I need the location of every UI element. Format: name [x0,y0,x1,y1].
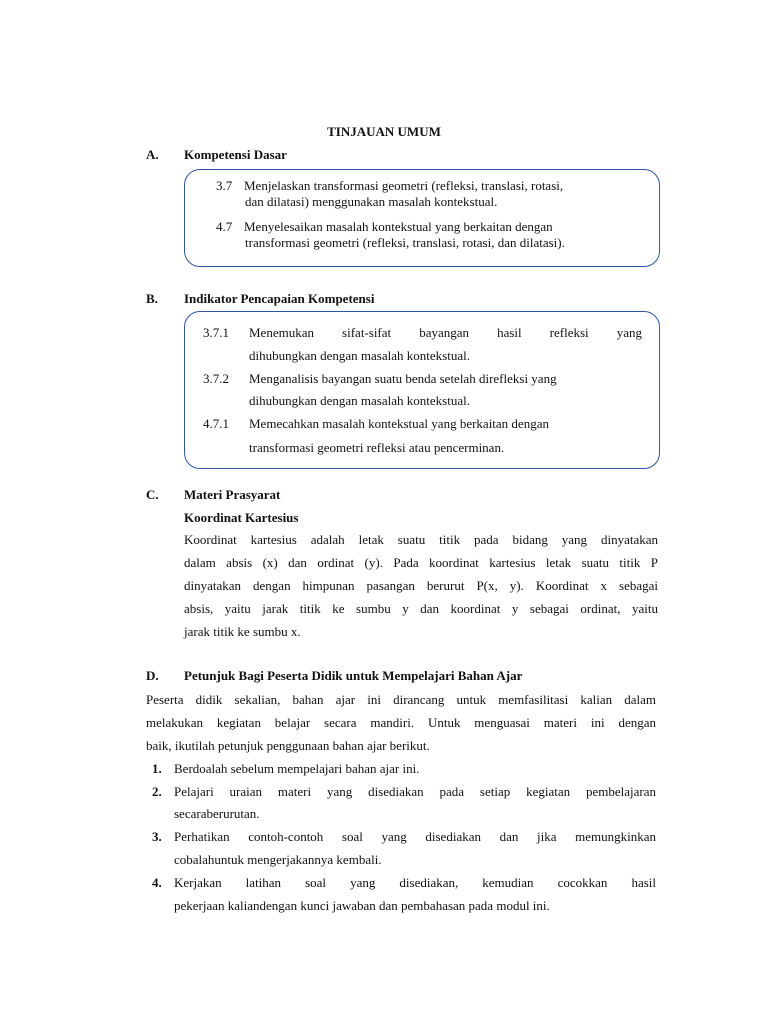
list-item-number: 4. [152,875,162,890]
ipk-number: 3.7.2 [203,371,229,386]
list-item-text: Pelajari uraian materi yang disediakan pada setiap kegiatan pembelajaran [174,784,656,799]
ipk-text: Menemukan sifat-sifat bayangan hasil refleksi yang [249,325,642,340]
prasyarat-line: absis, yaitu jarak titik ke sumbu y dan koordinat y sebagai ordinat, yaitu [184,601,658,616]
kd-text-cont: transformasi geometri (refleksi, translasi, rotasi, dan dilatasi). [245,235,565,250]
kd-item [216,178,636,210]
ipk-text: Menganalisis bayangan suatu benda setelah direfleksi yang [249,371,557,386]
section-d-heading: Petunjuk Bagi Peserta Didik untuk Mempelajari Bahan Ajar [184,668,523,683]
list-item-text: Berdoalah sebelum mempelajari bahan ajar ini. [174,761,420,776]
petunjuk-intro-line: baik, ikutilah petunjuk penggunaan bahan ajar berikut. [146,738,430,753]
section-a-heading: Kompetensi Dasar [184,147,287,162]
petunjuk-intro-line: melakukan kegiatan belajar secara mandiri. Untuk menguasai materi ini dengan [146,715,656,730]
section-c-heading: Materi Prasyarat [184,487,281,502]
list-item-text: Kerjakan latihan soal yang disediakan, kemudian cocokkan hasil [174,875,656,890]
kd-number: 4.7 [216,219,233,234]
ipk-number: 4.7.1 [203,416,229,431]
ipk-text-cont: dihubungkan dengan masalah kontekstual. [249,348,470,363]
prasyarat-line: Koordinat kartesius adalah letak suatu titik pada bidang yang dinyatakan [184,532,658,547]
ipk-number: 3.7.1 [203,325,229,340]
list-item-number: 1. [152,761,162,776]
prasyarat-line: jarak titik ke sumbu x. [184,624,301,639]
section-b-letter: B. [146,291,158,306]
list-item-text-cont: secaraberurutan. [174,806,260,821]
kd-number: 3.7 [216,178,233,193]
list-item-text-cont: pekerjaan kaliandengan kunci jawaban dan pembahasan pada modul ini. [174,898,550,913]
kd-item [216,219,636,251]
section-b-heading: Indikator Pencapaian Kompetensi [184,291,375,306]
section-d-letter: D. [146,668,159,683]
list-item-number: 2. [152,784,162,799]
section-c-subheading: Koordinat Kartesius [184,510,299,525]
ipk-text-cont: dihubungkan dengan masalah kontekstual. [249,393,470,408]
list-item-text-cont: cobalahuntuk mengerjakannya kembali. [174,852,382,867]
ipk-text-cont: transformasi geometri refleksi atau pencerminan. [249,440,505,455]
kd-text: Menjelaskan transformasi geometri (refleksi, translasi, rotasi, [244,178,564,193]
section-a-letter: A. [146,147,159,162]
page-title: TINJAUAN UMUM [327,124,441,139]
list-item-number: 3. [152,829,162,844]
ipk-text: Memecahkan masalah kontekstual yang berkaitan dengan [249,416,549,431]
prasyarat-line: dalam absis (x) dan ordinat (y). Pada koordinat kartesius letak suatu titik P [184,555,658,570]
kd-text: Menyelesaikan masalah kontekstual yang berkaitan dengan [244,219,553,234]
kd-text-cont: dan dilatasi) menggunakan masalah kontekstual. [245,194,498,209]
petunjuk-intro-line: Peserta didik sekalian, bahan ajar ini dirancang untuk memfasilitasi kalian dalam [146,692,656,707]
prasyarat-line: dinyatakan dengan himpunan pasangan berurut P(x, y). Koordinat x sebagai [184,578,658,593]
list-item-text: Perhatikan contoh-contoh soal yang disediakan dan jika memungkinkan [174,829,656,844]
section-c-letter: C. [146,487,159,502]
